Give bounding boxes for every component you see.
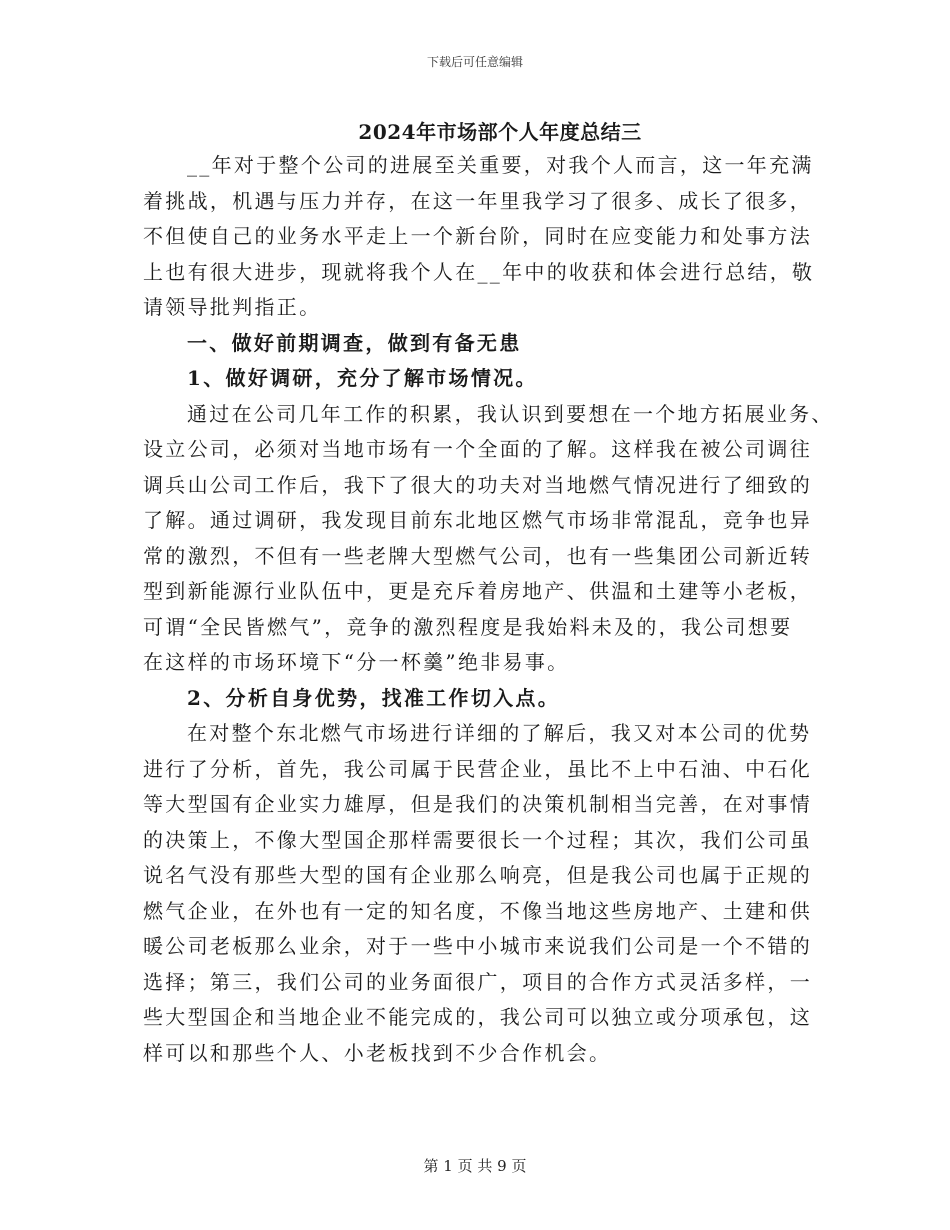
intro-line: 上也有很大进步，现就将我个人在__年中的收获和体会进行总结，敬 bbox=[143, 259, 815, 284]
paragraph-line: 选择；第三，我们公司的业务面很广，项目的合作方式灵活多样，一 bbox=[143, 969, 812, 994]
intro-line: __年对于整个公司的进展至关重要，对我个人而言，这一年充满 bbox=[187, 153, 814, 177]
document-body bbox=[143, 148, 834, 1071]
intro-line: 请领导批判指正。 bbox=[143, 295, 322, 319]
paragraph-line: 可谓“全民皆燃气”，竞争的激烈程度是我始料未及的，我公司想要 bbox=[143, 614, 793, 639]
document-title: 2024年市场部个人年度总结三 bbox=[358, 120, 642, 144]
paragraph-line: 设立公司，必须对当地市场有一个全面的了解。这样我在被公司调往 bbox=[143, 437, 812, 461]
paragraph-line: 些大型国企和当地企业不能完成的，我公司可以独立或分项承包，这 bbox=[143, 1005, 812, 1029]
paragraph-line: 的决策上，不像大型国企那样需要很长一个过程；其次，我们公司虽 bbox=[143, 827, 812, 852]
intro-paragraph bbox=[143, 148, 815, 326]
intro-line: 不但使自己的业务水平走上一个新台阶，同时在应变能力和处事方法 bbox=[143, 224, 812, 248]
header-note: 下载后可任意编辑 bbox=[426, 55, 523, 69]
paragraph-line: 调兵山公司工作后，我下了很大的功夫对当地燃气情况进行了细致的 bbox=[143, 472, 812, 497]
subsection2-heading: 2、分析自身优势，找准工作切入点。 bbox=[187, 685, 561, 710]
paragraph-line: 说名气没有那些大型的国有企业那么响亮，但是我公司也属于正规的 bbox=[143, 863, 812, 887]
paragraph-line: 等大型国有企业实力雄厚，但是我们的决策机制相当完善，在对事情 bbox=[143, 792, 812, 816]
section1-heading: 一、做好前期调查，做到有备无患 bbox=[187, 330, 522, 355]
paragraph-line: 进行了分析，首先，我公司属于民营企业，虽比不上中石油、中石化 bbox=[143, 756, 812, 781]
page-footer: 第 1 页 共 9 页 bbox=[423, 1157, 527, 1175]
paragraph-line: 了解。通过调研，我发现目前东北地区燃气市场非常混乱，竞争也异 bbox=[143, 508, 812, 532]
paragraph-line: 型到新能源行业队伍中，更是充斥着房地产、供温和土建等小老板， bbox=[143, 579, 812, 603]
subsection1-paragraph bbox=[143, 397, 834, 681]
paragraph-line: 常的激烈，不但有一些老牌大型燃气公司，也有一些集团公司新近转 bbox=[143, 543, 812, 568]
paragraph-line: 在这样的市场环境下“分一杯羹”绝非易事。 bbox=[143, 650, 570, 674]
paragraph-line: 在对整个东北燃气市场进行详细的了解后，我又对本公司的优势 bbox=[187, 721, 812, 745]
paragraph-line: 样可以和那些个人、小老板找到不少合作机会。 bbox=[143, 1040, 612, 1065]
intro-line: 着挑战，机遇与压力并存，在这一年里我学习了很多、成长了很多， bbox=[143, 188, 812, 213]
subsection2-paragraph bbox=[143, 716, 811, 1071]
subsection1-heading: 1、做好调研，充分了解市场情况。 bbox=[187, 366, 538, 390]
paragraph-line: 通过在公司几年工作的积累，我认识到要想在一个地方拓展业务、 bbox=[187, 401, 834, 426]
paragraph-line: 燃气企业，在外也有一定的知名度，不像当地这些房地产、土建和供 bbox=[143, 898, 812, 923]
paragraph-line: 暖公司老板那么业余，对于一些中小城市来说我们公司是一个不错的 bbox=[143, 934, 812, 958]
